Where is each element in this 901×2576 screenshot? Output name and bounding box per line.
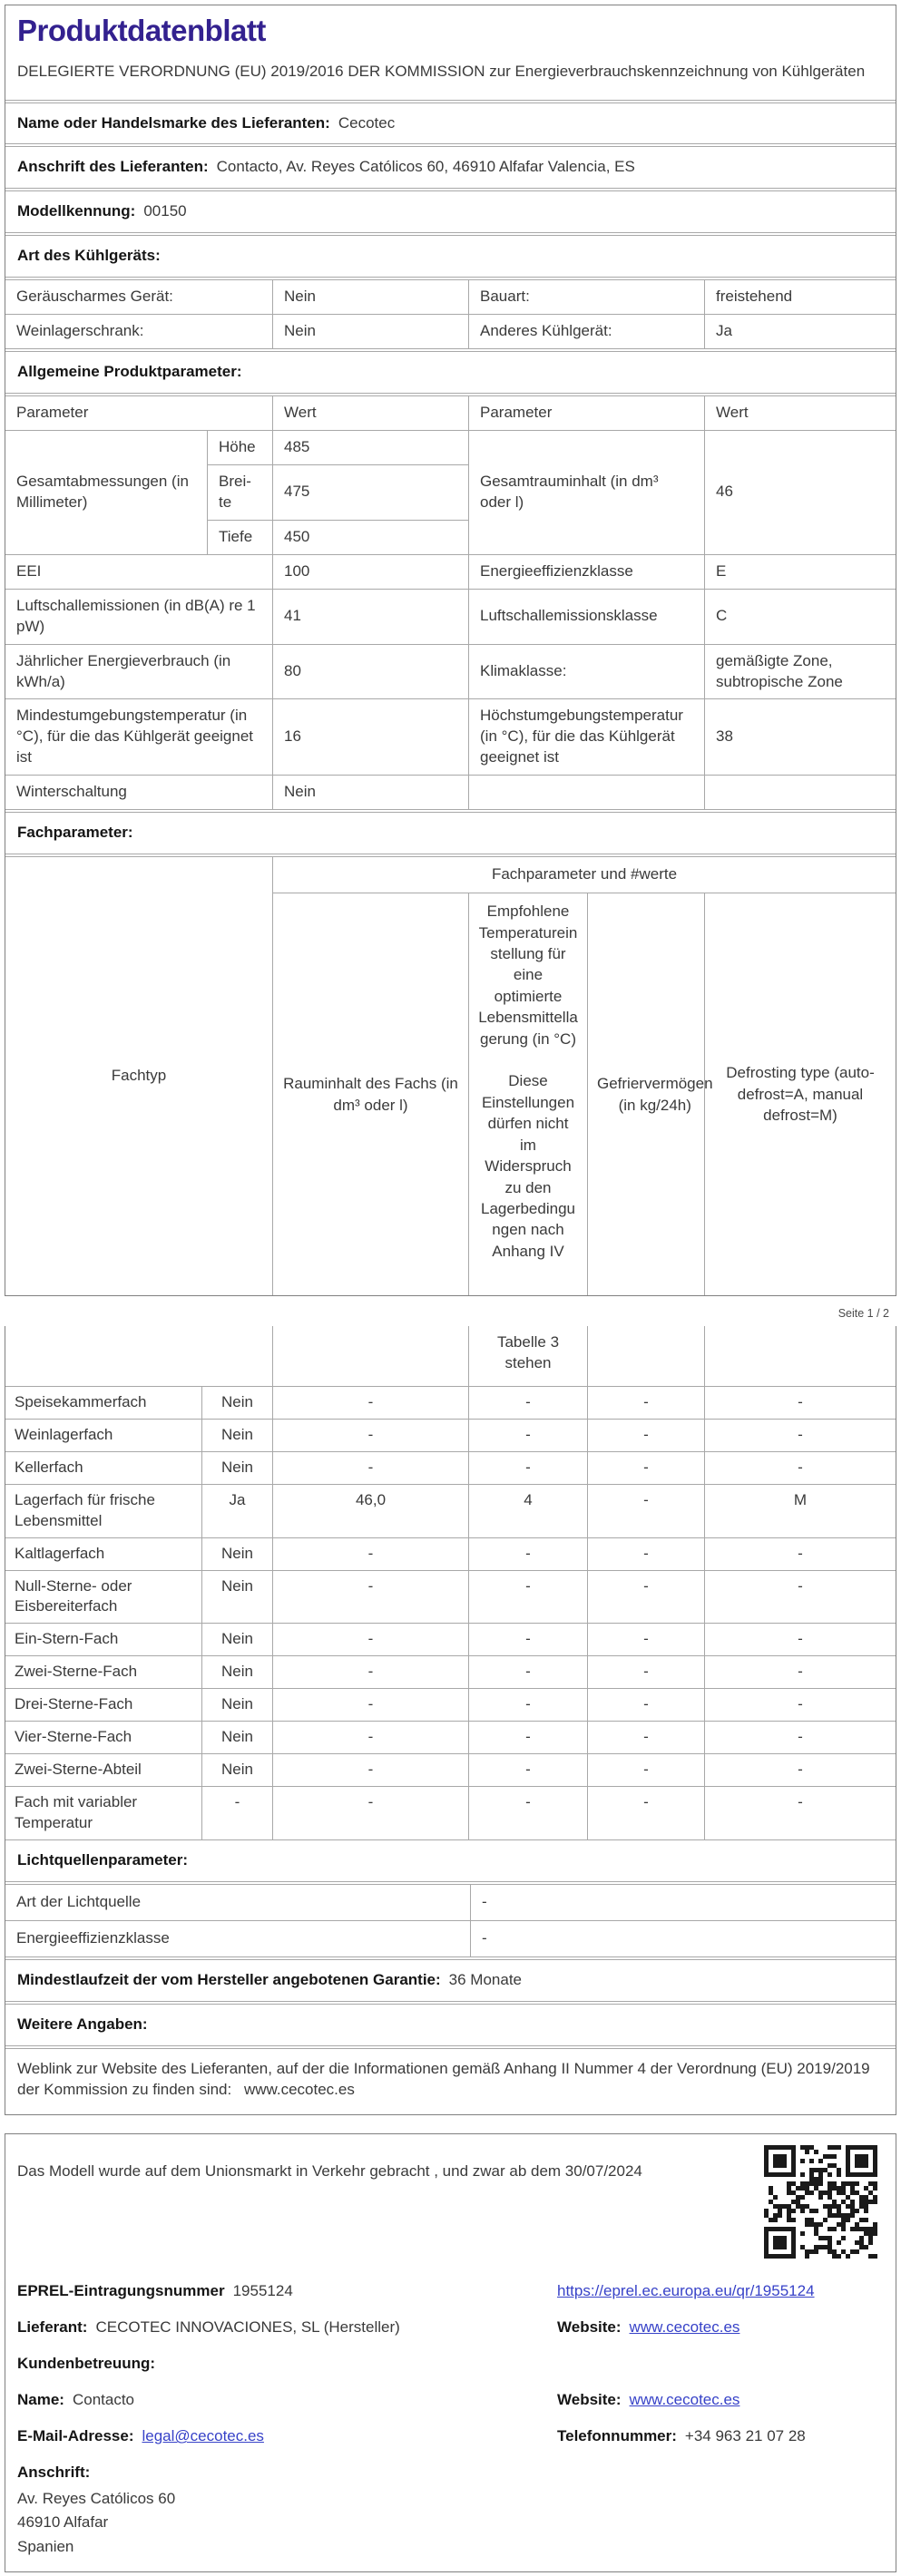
supplier-label: Lieferant: [17, 2318, 88, 2337]
appliance-type-table [5, 280, 896, 348]
compartment-name: Kellerfach [5, 1451, 201, 1484]
compartment-header-table [5, 857, 896, 1295]
compartment-name: Lagerfach für frische Lebensmittel [5, 1484, 201, 1537]
dimension-value: 475 [272, 464, 468, 520]
light-param-value: - [470, 1885, 896, 1920]
compartment-row [5, 1786, 896, 1839]
compartment-volume: - [272, 1451, 468, 1484]
column-header: Parameter [468, 396, 704, 430]
weblink-value: www.cecotec.es [243, 2080, 355, 2098]
eprel-row [17, 2266, 557, 2302]
type-cell-label: Weinlagerschrank: [5, 314, 272, 348]
market-statement: Das Modell wurde auf dem Unionsmarkt in Verkehr gebracht , und zwar ab dem 30/07/2024 [17, 2161, 642, 2180]
warranty-value: 36 Monate [448, 1970, 523, 1988]
temperature-header-part2: Diese Einstellungen dürfen nicht im Widerspruch zu den Lagerbedingungen nach Anhang IV [481, 1072, 575, 1260]
compartment-name: Weinlagerfach [5, 1419, 201, 1451]
compartment-temp: - [468, 1451, 587, 1484]
temperature-column-header [468, 893, 587, 1295]
warranty-row [5, 1960, 896, 2001]
param-label: Höchstumgebungstemperatur (in °C), für die das Kühlgerät geeignet ist [468, 698, 704, 775]
type-cell-value: Nein [272, 280, 468, 314]
param-value: 100 [272, 554, 468, 589]
type-cell-label: Geräuscharmes Gerät: [16, 288, 173, 306]
website-row-2 [557, 2375, 896, 2411]
compartment-freezing: - [587, 1688, 704, 1721]
compartment-name: Zwei-Sterne-Fach [5, 1655, 201, 1688]
compartment-present: Nein [201, 1537, 272, 1570]
compartment-row [5, 1386, 896, 1419]
supplier-address-label: Anschrift des Lieferanten: [17, 158, 209, 176]
section-label-general-parameters: Allgemeine Produktparameter: [17, 363, 242, 381]
type-cell-value: freistehend [704, 280, 896, 314]
compartment-present: Ja [201, 1484, 272, 1537]
dimension-value: 450 [272, 520, 468, 554]
param-value: 38 [704, 698, 896, 775]
section-label-appliance-type: Art des Kühlgeräts: [17, 247, 161, 265]
page-title: Produktdatenblatt [17, 14, 266, 47]
email-row [17, 2411, 557, 2447]
compartment-name: Zwei-Sterne-Abteil [5, 1753, 201, 1786]
dimension-value: 485 [272, 430, 468, 464]
column-header: Wert [704, 396, 896, 430]
compartment-volume: - [272, 1537, 468, 1570]
compartment-temp: - [468, 1786, 587, 1839]
market-info-box [5, 2133, 896, 2573]
compartment-row [5, 1721, 896, 1753]
compartment-present: Nein [201, 1419, 272, 1451]
compartment-row [5, 1655, 896, 1688]
compartment-temp: - [468, 1655, 587, 1688]
total-volume-label: Gesamtrauminhalt (in dm³ oder l) [468, 430, 704, 554]
compartment-table-body [5, 1386, 896, 1839]
eprel-link-cell [557, 2266, 896, 2302]
compartment-temp: - [468, 1419, 587, 1451]
param-label [468, 775, 704, 809]
title-block [5, 5, 896, 100]
compartment-row [5, 1419, 896, 1451]
compartment-temp: - [468, 1386, 587, 1419]
eprel-label: EPREL-Eintragungsnummer [17, 2282, 225, 2300]
compartment-freezing: - [587, 1484, 704, 1537]
compartment-temp: - [468, 1570, 587, 1624]
produktdatenblatt-document [0, 5, 901, 2572]
compartment-temp: - [468, 1537, 587, 1570]
compartment-row [5, 1753, 896, 1786]
type-cell-value: Ja [704, 314, 896, 348]
compartment-defrost: - [704, 1688, 896, 1721]
compartment-freezing: - [587, 1419, 704, 1451]
empty-cell [5, 1326, 272, 1386]
address-label-row [17, 2447, 896, 2483]
qr-code [764, 2145, 877, 2259]
compartment-defrost: - [704, 1655, 896, 1688]
compartment-volume: - [272, 1786, 468, 1839]
dimension-key: Brei-te [207, 464, 272, 520]
website-label: Website: [557, 2391, 622, 2409]
compartment-header-continuation-row [5, 1326, 896, 1386]
page-indicator: Seite 1 / 2 [837, 1307, 889, 1321]
light-param-value: - [470, 1920, 896, 1956]
param-label: Luftschallemissionen (in dB(A) re 1 pW) [5, 589, 272, 644]
contact-name-row [17, 2375, 557, 2411]
param-value: 41 [272, 589, 468, 644]
address-line: 46910 Alfafar [17, 2513, 109, 2532]
dimension-key: Höhe [207, 430, 272, 464]
param-label: EEI [5, 554, 272, 589]
total-volume-value: 46 [704, 430, 896, 554]
compartment-volume: 46,0 [272, 1484, 468, 1537]
compartment-present: Nein [201, 1688, 272, 1721]
compartment-defrost: - [704, 1753, 896, 1786]
compartment-volume: - [272, 1570, 468, 1624]
phone-label: Telefonnummer: [557, 2427, 677, 2445]
compartment-name: Vier-Sterne-Fach [5, 1721, 201, 1753]
light-source-row [5, 1885, 896, 1920]
website-row [557, 2302, 896, 2338]
qr-code-container [764, 2145, 877, 2265]
dimension-key: Tiefe [207, 520, 272, 554]
compartment-present: Nein [201, 1451, 272, 1484]
compartment-temp: - [468, 1753, 587, 1786]
phone-row [557, 2411, 896, 2447]
compartment-present: Nein [201, 1721, 272, 1753]
param-value: E [704, 554, 896, 589]
type-cell-label: Anderes Kühlgerät: [468, 314, 704, 348]
page-2-box [5, 1326, 896, 2115]
compartment-freezing: - [587, 1570, 704, 1624]
param-value: C [704, 589, 896, 644]
supplier-address-value: Contacto, Av. Reyes Católicos 60, 46910 Alfafar Valencia, ES [216, 158, 635, 176]
param-value: gemäßigte Zone, subtropische Zone [704, 644, 896, 699]
compartment-defrost: - [704, 1623, 896, 1655]
contact-name-label: Name: [17, 2391, 64, 2409]
param-label: Jährlicher Energieverbrauch (in kWh/a) [5, 644, 272, 699]
compartment-volume: - [272, 1655, 468, 1688]
eprel-value: 1955124 [232, 2282, 293, 2300]
compartment-temp: - [468, 1721, 587, 1753]
compartment-defrost: - [704, 1451, 896, 1484]
param-label: Mindestumgebungstemperatur (in °C), für die das Kühlgerät geeignet ist [5, 698, 272, 775]
compartment-freezing: - [587, 1721, 704, 1753]
warranty-label: Mindestlaufzeit der vom Hersteller angebotenen Garantie: [17, 1970, 441, 1988]
model-id-value: 00150 [143, 202, 187, 220]
light-param-label: Energieeffizienzklasse [5, 1920, 470, 1956]
param-label: Luftschallemissionsklasse [468, 589, 704, 644]
address-label: Anschrift: [17, 2464, 91, 2482]
compartment-present: Nein [201, 1623, 272, 1655]
supplier-name-value: Cecotec [338, 113, 396, 132]
freezing-column-header: Gefriervermögen (in kg/24h) [587, 893, 704, 1295]
compartment-freezing: - [587, 1623, 704, 1655]
compartment-freezing: - [587, 1753, 704, 1786]
address-block [17, 2483, 896, 2571]
defrost-column-header: Defrosting type (auto-defrost=A, manual defrost=M) [704, 893, 896, 1295]
empty-cell [704, 1326, 896, 1386]
compartment-name: Null-Sterne- oder Eisbereiterfach [5, 1570, 201, 1624]
compartment-volume: - [272, 1623, 468, 1655]
address-line: Spanien [17, 2537, 74, 2555]
light-param-label: Art der Lichtquelle [16, 1892, 142, 1910]
market-statement-row [5, 2134, 896, 2265]
compartment-row [5, 1484, 896, 1537]
model-id-label: Modellkennung: [17, 202, 136, 220]
supplier-name-row [5, 103, 896, 144]
supplier-name-label: Name oder Handelsmarke des Lieferanten: [17, 113, 330, 132]
compartment-defrost: - [704, 1537, 896, 1570]
temperature-header-continuation: Tabelle 3 stehen [468, 1326, 587, 1386]
compartment-volume: - [272, 1753, 468, 1786]
param-label: Klimaklasse: [468, 644, 704, 699]
type-cell-value: Nein [272, 314, 468, 348]
customer-service-row [17, 2338, 557, 2375]
compartment-name: Drei-Sterne-Fach [5, 1688, 201, 1721]
compartment-temp: - [468, 1688, 587, 1721]
compartment-volume: - [272, 1386, 468, 1419]
compartment-name: Ein-Stern-Fach [5, 1623, 201, 1655]
weblink-text: Weblink zur Website des Lieferanten, auf der die Informationen gemäß Anhang II Nummer 4 der Verordnung (EU) 2019/2019 der Kommission zu finden sind: [17, 2059, 870, 2098]
section-label-more-info: Weitere Angaben: [17, 2015, 148, 2033]
compartment-temp: - [468, 1623, 587, 1655]
compartment-row [5, 1623, 896, 1655]
dimensions-label: Gesamtabmessungen (in Millimeter) [5, 430, 207, 554]
compartment-volume: - [272, 1688, 468, 1721]
regulation-subtitle: DELEGIERTE VERORDNUNG (EU) 2019/2016 DER KOMMISSION zur Energieverbrauchskennzeichnung von Kühlgeräten [17, 63, 866, 81]
compartment-freezing: - [587, 1386, 704, 1419]
phone-value: +34 963 21 07 28 [684, 2427, 806, 2445]
compartment-present: - [201, 1786, 272, 1839]
type-cell-label: Bauart: [468, 280, 704, 314]
compartment-present: Nein [201, 1386, 272, 1419]
compartment-defrost: M [704, 1484, 896, 1537]
compartment-row [5, 1570, 896, 1624]
param-value [704, 775, 896, 809]
column-header: Wert [272, 396, 468, 430]
compartment-defrost: - [704, 1786, 896, 1839]
email-label: E-Mail-Adresse: [17, 2427, 134, 2445]
compartment-row [5, 1537, 896, 1570]
compartment-span-header: Fachparameter und #werte [272, 857, 896, 893]
eprel-qr-link[interactable]: https://eprel.ec.europa.eu/qr/1955124 [557, 2282, 815, 2300]
empty-cell [587, 1326, 704, 1386]
compartment-volume: - [272, 1419, 468, 1451]
compartment-present: Nein [201, 1753, 272, 1786]
compartment-freezing: - [587, 1786, 704, 1839]
param-value: Nein [272, 775, 468, 809]
temperature-header-part1: Empfohlene Temperatureinstellung für eine optimierte Lebensmittellagerung (in °C) [478, 903, 578, 1048]
param-value: 80 [272, 644, 468, 699]
compartment-row [5, 1451, 896, 1484]
weblink-row [5, 2049, 896, 2114]
light-source-row [5, 1920, 896, 1956]
empty-cell [272, 1326, 468, 1386]
param-label: Winterschaltung [5, 775, 272, 809]
compartment-name: Kaltlagerfach [5, 1537, 201, 1570]
section-label-light-source: Lichtquellenparameter: [5, 1839, 896, 1881]
compartment-present: Nein [201, 1570, 272, 1624]
compartment-freezing: - [587, 1537, 704, 1570]
model-id-row [5, 191, 896, 232]
compartment-name: Fach mit variabler Temperatur [5, 1786, 201, 1839]
compartment-type-header: Fachtyp [111, 1067, 167, 1085]
param-value: 16 [272, 698, 468, 775]
contact-grid [5, 2264, 896, 2571]
customer-service-label: Kundenbetreuung: [17, 2355, 156, 2373]
website-link[interactable]: www.cecotec.es [629, 2391, 740, 2409]
compartment-volume: - [272, 1721, 468, 1753]
param-label: Energieeffizienzklasse [468, 554, 704, 589]
supplier-value: CECOTEC INNOVACIONES, SL (Hersteller) [95, 2318, 400, 2337]
empty-cell [557, 2338, 896, 2375]
compartment-defrost: - [704, 1386, 896, 1419]
supplier-address-row [5, 147, 896, 188]
compartment-defrost: - [704, 1570, 896, 1624]
supplier-row [17, 2302, 557, 2338]
spacer [478, 1049, 578, 1070]
compartment-row [5, 1688, 896, 1721]
compartment-freezing: - [587, 1655, 704, 1688]
page-1-box [5, 5, 896, 1296]
contact-name-value: Contacto [72, 2391, 135, 2409]
section-label-compartment-parameters: Fachparameter: [17, 824, 133, 842]
address-line: Av. Reyes Católicos 60 [17, 2490, 176, 2508]
compartment-present: Nein [201, 1655, 272, 1688]
website-link[interactable]: www.cecotec.es [629, 2318, 740, 2337]
email-link[interactable]: legal@cecotec.es [142, 2427, 264, 2445]
compartment-name: Speisekammerfach [5, 1386, 201, 1419]
general-parameters-table [5, 396, 896, 809]
column-header: Parameter [16, 404, 89, 422]
compartment-temp: 4 [468, 1484, 587, 1537]
compartment-defrost: - [704, 1419, 896, 1451]
website-label: Website: [557, 2318, 622, 2337]
compartment-defrost: - [704, 1721, 896, 1753]
volume-column-header: Rauminhalt des Fachs (in dm³ oder l) [272, 893, 468, 1295]
compartment-freezing: - [587, 1451, 704, 1484]
